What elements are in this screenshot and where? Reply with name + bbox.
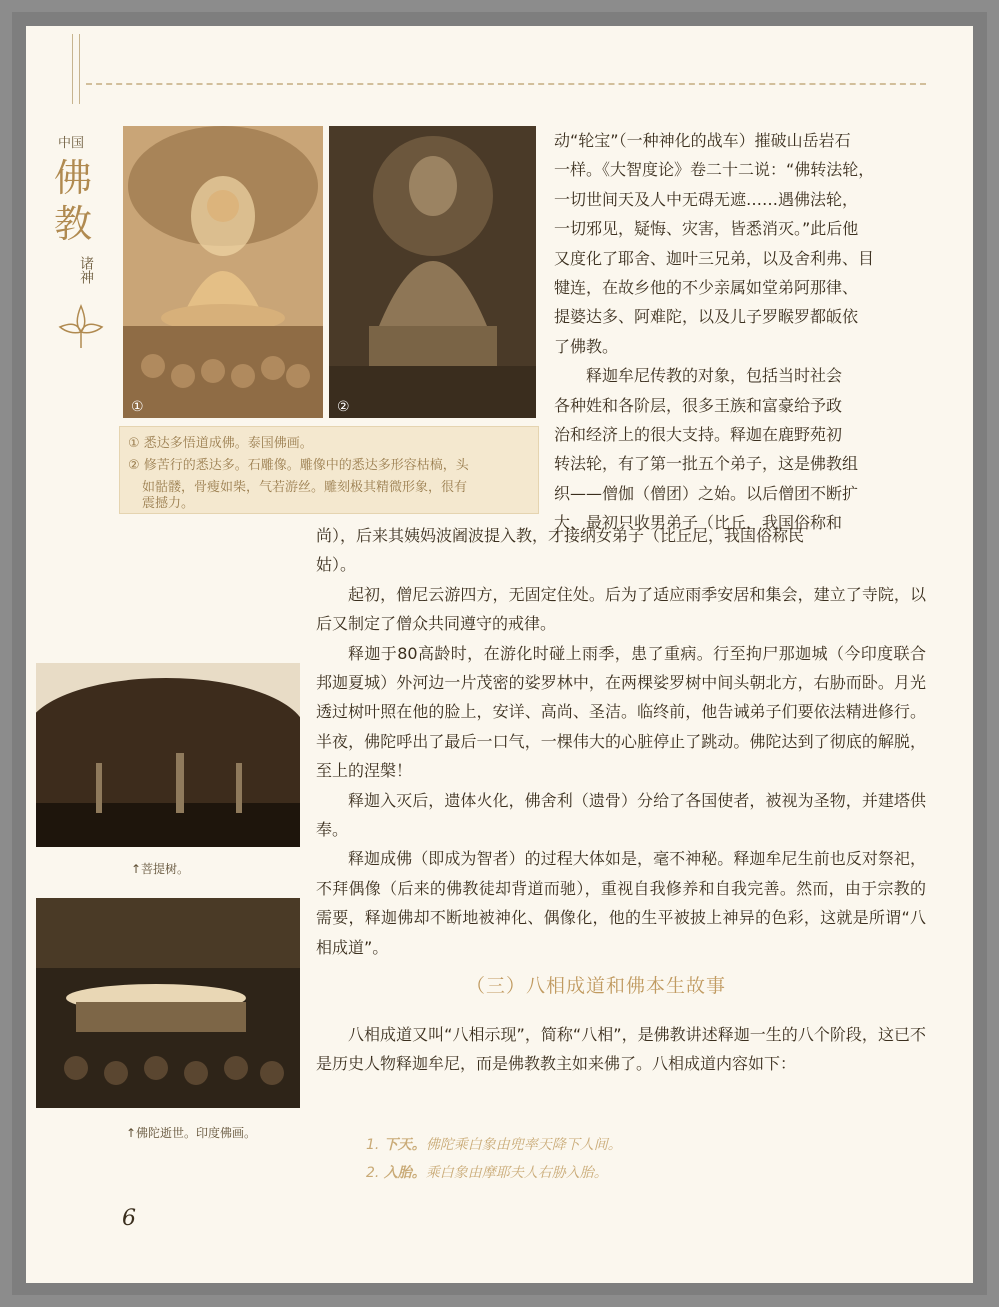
bodhi-tree-photo xyxy=(36,663,300,847)
main-p2: 起初，僧尼云游四方，无固定住处。后为了适应雨季安居和集会，建立了寺院，以后又制定了僧众共同遵守的戒律。 xyxy=(316,584,926,634)
section-intro-text: 八相成道又叫“八相示现”，简称“八相”，是佛教讲述释迦一生的八个阶段，这已不是历史人物释迦牟尼，而是佛教教主如来佛了。八相成道内容如下： xyxy=(316,1025,926,1074)
caption-line-3: 如骷髅，骨瘦如柴，气若游丝。雕刻极其精微形象，很有 xyxy=(142,480,468,495)
caption-line-2: ② 修苦行的悉达多。石雕像。雕像中的悉达多形容枯槁，头 xyxy=(128,458,469,473)
main-p3: 释迦于80高龄时，在游化时碰上雨季，患了重病。行至拘尸那迦城（今印度联合邦迦夏城）外河边一片茂密的娑罗林中，在两棵娑罗树中间头朝北方，右胁而卧。月光透过树叶照在他的脸上，安详、高尚、圣洁。临终前，他告诫弟子们要依法精进修行。半夜，佛陀呼出了最后一口气，一棵伟大的心脏停止了跳动。佛陀达到了彻底的解脱，至上的涅槃！ xyxy=(316,643,926,781)
logo-char-1: 佛 xyxy=(54,156,93,200)
list-item-2-title: 入胎。 xyxy=(383,1165,426,1181)
buddha-enlightenment-painting xyxy=(123,126,323,418)
buddha-nirvana-painting xyxy=(36,898,300,1108)
photo-caption-box xyxy=(119,426,539,514)
page-number: 6 xyxy=(122,1206,136,1231)
list-item-1-num: 1. xyxy=(366,1137,380,1153)
main-p1-line2: 姑）。 xyxy=(316,555,357,575)
right-line-4: 一切邪见，疑悔、灾害，皆悉消灭。”此后他 xyxy=(554,219,859,239)
list-item xyxy=(366,1162,608,1182)
list-item-2-text: 乘白象由摩耶夫人右胁入胎。 xyxy=(425,1165,608,1181)
right-column-text xyxy=(554,126,926,538)
ascetic-siddhartha-statue xyxy=(329,126,536,418)
right-line-9: 释迦牟尼传教的对象，包括当时社会 xyxy=(586,366,843,386)
book-page xyxy=(26,26,973,1283)
lotus-ornament-icon xyxy=(56,302,106,352)
section-heading: （三）八相成道和佛本生故事 xyxy=(466,975,727,997)
right-line-6: 犍连，在故乡他的不少亲属如堂弟阿那律、 xyxy=(554,278,859,298)
right-line-7: 提婆达多、阿难陀，以及儿子罗睺罗都皈依 xyxy=(554,307,859,327)
list-item-1-title: 下天。 xyxy=(383,1137,426,1153)
list-item-2-num: 2. xyxy=(366,1165,380,1181)
right-line-11: 治和经济上的很大支持。释迦在鹿野苑初 xyxy=(554,425,843,445)
caption-line-1: ① 悉达多悟道成佛。泰国佛画。 xyxy=(128,436,313,451)
right-line-1: 动“轮宝”（一种神化的战车）摧破山岳岩石 xyxy=(554,131,851,150)
main-p5: 释迦成佛（即成为智者）的过程大体如是，毫不神秘。释迦牟尼生前也反对祭祀，不拜偶像（后来的佛教徒却背道而驰），重视自我修养和自我完善。然而，由于宗教的需要，释迦佛却不断地被神化、偶像化，他的生平被披上神异的色彩，这就是所谓“八相成道”。 xyxy=(316,849,926,957)
main-body-text xyxy=(316,521,926,962)
right-line-8: 了佛教。 xyxy=(554,336,619,356)
list-item xyxy=(366,1134,622,1154)
main-p4: 释迦入灭后，遗体火化，佛舍利（遗骨）分给了各国使者，被视为圣物，并建塔供奉。 xyxy=(316,790,926,840)
nirvana-caption: ↑佛陀逝世。印度佛画。 xyxy=(126,1126,257,1140)
right-line-10: 各种姓和各阶层，很多王族和富豪给予政 xyxy=(554,395,843,415)
main-p1-line1: 尚），后来其姨妈波阇波提入教，才接纳女弟子（比丘尼，我国俗称民 xyxy=(316,526,805,545)
right-line-3: 一切世间天及人中无碍无遮……遇佛法轮， xyxy=(554,189,859,209)
photo-2-number: ② xyxy=(337,399,350,415)
decorative-vertical-rule xyxy=(72,34,80,104)
decorative-dashed-rule xyxy=(86,83,926,85)
logo-side-text: 诸神 xyxy=(78,256,94,284)
section-intro xyxy=(316,1020,926,1079)
right-line-12: 转法轮，有了第一批五个弟子，这是佛教组 xyxy=(554,454,859,474)
right-line-14: 大，最初只收男弟子（比丘，我国俗称和 xyxy=(554,513,843,533)
logo-char-2: 教 xyxy=(54,202,93,246)
list-item-1-text: 佛陀乘白象由兜率天降下人间。 xyxy=(425,1137,622,1153)
right-line-5: 又度化了耶舍、迦叶三兄弟，以及舍利弗、目 xyxy=(554,248,875,268)
right-line-2: 一样。《大智度论》卷二十二说：“佛转法轮， xyxy=(554,160,875,180)
logo-small-text: 中国 xyxy=(58,136,85,151)
photo-1-number: ① xyxy=(131,399,144,415)
right-line-13: 织——僧伽（僧团）之始。以后僧团不断扩 xyxy=(554,483,859,503)
bodhi-tree-caption: ↑菩提树。 xyxy=(131,862,190,876)
caption-line-4: 震撼力。 xyxy=(142,496,195,511)
